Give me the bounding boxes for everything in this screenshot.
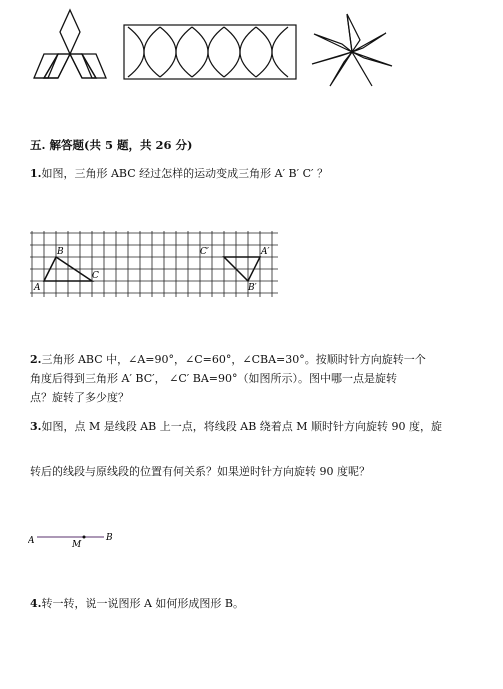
leaf-pattern-figure — [124, 25, 296, 79]
segment-label-b: B — [106, 533, 113, 543]
label-a: A — [34, 283, 41, 293]
question-2-text-3: 点？旋转了多少度？ — [30, 391, 129, 404]
question-4-text: 转一转，说一说图形 A 如何形成图形 B。 — [41, 597, 245, 610]
label-c: C — [92, 271, 99, 281]
question-1-text: 如图，三角形 ABC 经过怎样的运动变成三角形 A′ B′ C′ ？ — [41, 167, 329, 180]
segment-ab-figure — [28, 528, 118, 550]
rhombus-pattern-figure — [34, 10, 106, 78]
triangle-grid-figure — [30, 231, 278, 303]
label-a-prime: A′ — [261, 247, 270, 257]
question-4-number: 4. — [30, 597, 42, 610]
segment-label-m: M — [72, 540, 82, 550]
question-1 — [30, 164, 328, 183]
label-b: B — [57, 247, 64, 257]
question-3-text-2: 转后的线段与原线段的位置有何关系？如果逆时针方向旋转 90 度呢？ — [30, 465, 370, 478]
label-b-prime: B′ — [248, 283, 257, 293]
question-1-number: 1. — [30, 167, 42, 180]
pinwheel-pattern-figure — [312, 14, 392, 86]
section-title: 五. 解答题(共 5 题，共 26 分) — [30, 138, 193, 152]
question-2 — [30, 350, 426, 407]
question-4 — [30, 594, 244, 613]
top-patterns — [0, 0, 503, 95]
segment-label-a: A — [28, 536, 35, 546]
question-2-text-1: 三角形 ABC 中，∠A=90°，∠C=60°，∠CBA=30°。按顺时针方向旋转一个 — [41, 353, 426, 366]
question-2-number: 2. — [30, 353, 42, 366]
point-m — [83, 536, 86, 539]
question-3-text-1: 如图，点 M 是线段 AB 上一点，将线段 AB 绕着点 M 顺时针方向旋转 90 度，旋 — [41, 420, 443, 433]
label-c-prime: C′ — [200, 247, 209, 257]
question-2-text-2: 角度后得到三角形 A′ BC′， ∠C′ BA=90°（如图所示）。图中哪一点是旋转 — [30, 372, 397, 385]
question-3-number: 3. — [30, 420, 42, 433]
question-2-line-1 — [30, 350, 426, 369]
question-3-line-1 — [30, 417, 442, 436]
